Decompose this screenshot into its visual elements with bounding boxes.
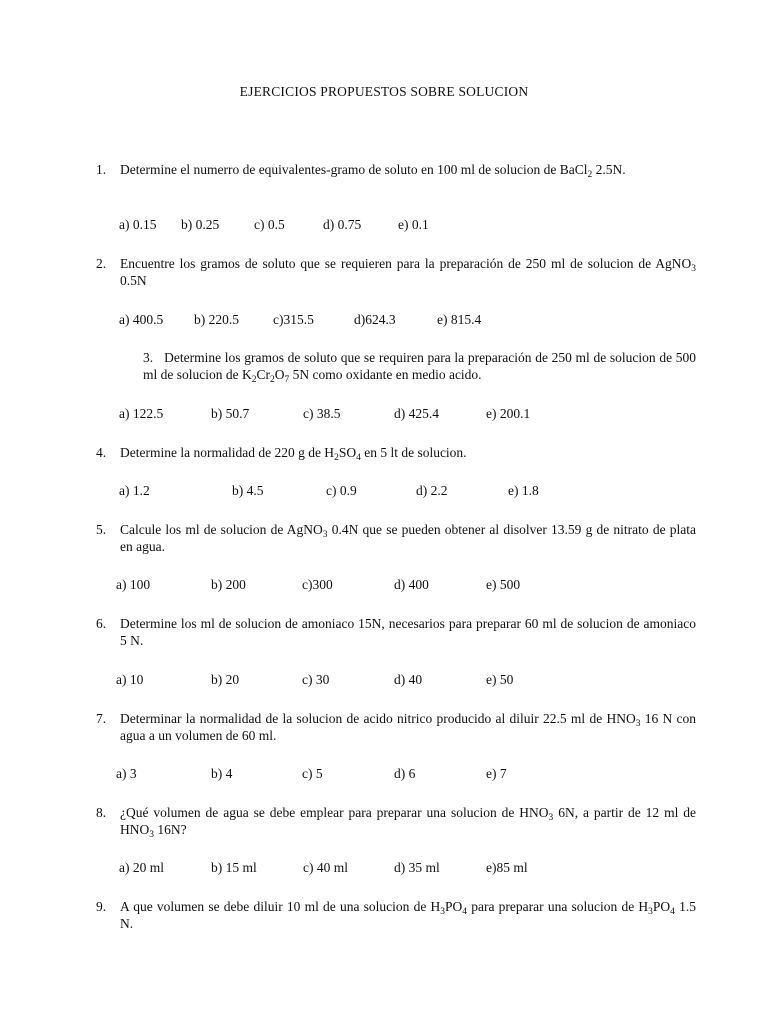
question-number: 8. — [96, 805, 107, 820]
option-c: c) 40 ml — [303, 860, 348, 875]
question-1 — [96, 161, 696, 178]
question-number: 1. — [96, 162, 107, 177]
option-c: c) 38.5 — [303, 406, 341, 421]
option-a: a) 400.5 — [119, 312, 164, 327]
question-text: Determinar la normalidad de la solucion de acido nitrico producido al diluir 22.5 ml de $HNO_3$ 16 N con agua a un volumen de 60 ml. — [120, 711, 696, 743]
option-b: b) 50.7 — [211, 406, 250, 421]
question-text: Determine los ml de solucion de amoniaco 15N, necesarios para preparar 60 ml de solucion de amoniaco 5 N. — [120, 616, 696, 648]
option-e: e) 500 — [486, 577, 521, 592]
page-title: EJERCICIOS PROPUESTOS SOBRE SOLUCION — [239, 84, 529, 99]
question-2 — [96, 255, 696, 289]
option-e: e) 1.8 — [508, 483, 539, 498]
option-c: c) 0.9 — [326, 483, 357, 498]
option-a: a) 20 ml — [119, 860, 164, 875]
question-number: 7. — [96, 711, 107, 726]
question-9 — [96, 898, 696, 932]
question-text: Calcule los ml de solucion de AgNO$_3$ 0.4N que se pueden obtener al disolver 13.59 g de nitrato de plata en agua. — [120, 522, 696, 554]
question-7 — [96, 710, 696, 744]
question-text: Encuentre los gramos de soluto que se requieren para la preparación de 250 ml de solucion de AgNO$_3$ 0.5N — [120, 256, 696, 288]
option-a: a) 10 — [116, 672, 144, 687]
question-number: 5. — [96, 522, 107, 537]
question-8 — [96, 804, 696, 838]
option-b: b) 4 — [211, 766, 233, 781]
option-b: b) 4.5 — [232, 483, 264, 498]
option-d: d) 35 ml — [394, 860, 440, 875]
question-3 — [119, 349, 696, 383]
question-text: Determine el numerro de equivalentes-gramo de soluto en 100 ml de solucion de BaCl$_2$ 2.5N. — [120, 162, 626, 180]
option-d: d) 0.75 — [323, 217, 362, 232]
question-number: 6. — [96, 616, 107, 631]
option-b: b) 0.25 — [181, 217, 220, 232]
question-number: 4. — [96, 445, 107, 460]
option-e: e) 50 — [486, 672, 514, 687]
option-a: a) 0.15 — [119, 217, 157, 232]
option-a: a) 3 — [116, 766, 137, 781]
option-b: b) 20 — [211, 672, 240, 687]
option-c: c)300 — [302, 577, 333, 592]
question-4 — [96, 444, 696, 461]
question-number: 3. — [143, 350, 154, 365]
option-b: b) 200 — [211, 577, 246, 592]
question-text: A que volumen se debe diluir 10 ml de una solucion de $H_3PO_4$ para preparar una solucion de $H_3PO_4$ 1.5 N. — [120, 899, 696, 931]
question-5 — [96, 521, 696, 555]
option-e: e) 815.4 — [437, 312, 482, 327]
option-e: e) 7 — [486, 766, 507, 781]
option-a: a) 122.5 — [119, 406, 164, 421]
option-d: d) 400 — [394, 577, 429, 592]
option-d: d) 40 — [394, 672, 423, 687]
option-e: e) 200.1 — [486, 406, 531, 421]
question-text: Determine la normalidad de 220 g de $H_2SO_4$ en 5 lt de solucion. — [120, 445, 467, 463]
option-d: d)624.3 — [354, 312, 396, 327]
option-b: b) 15 ml — [211, 860, 257, 875]
option-c: c) 5 — [302, 766, 323, 781]
question-text: ¿Qué volumen de agua se debe emplear para preparar una solucion de $HNO_3$ 6N, a partir de 12 ml de $HNO_3$ 16N? — [120, 805, 697, 840]
option-e: e) 0.1 — [398, 217, 429, 232]
option-c: c) 30 — [302, 672, 330, 687]
option-a: a) 1.2 — [119, 483, 150, 498]
option-b: b) 220.5 — [194, 312, 239, 327]
question-text: 3. Determine los gramos de soluto que se requiren para la preparación de 250 ml de solucion de 500 ml de solucion de $K_2Cr_2O_7$ 5N como oxidante en medio acido. — [143, 350, 696, 385]
option-d: d) 2.2 — [416, 483, 448, 498]
option-e: e)85 ml — [486, 860, 528, 875]
option-c: c) 0.5 — [254, 217, 285, 232]
question-number: 2. — [96, 256, 107, 271]
option-d: d) 6 — [394, 766, 416, 781]
question-number: 9. — [96, 899, 107, 914]
option-d: d) 425.4 — [394, 406, 439, 421]
option-c: c)315.5 — [273, 312, 314, 327]
question-6 — [96, 615, 696, 649]
option-a: a) 100 — [116, 577, 151, 592]
